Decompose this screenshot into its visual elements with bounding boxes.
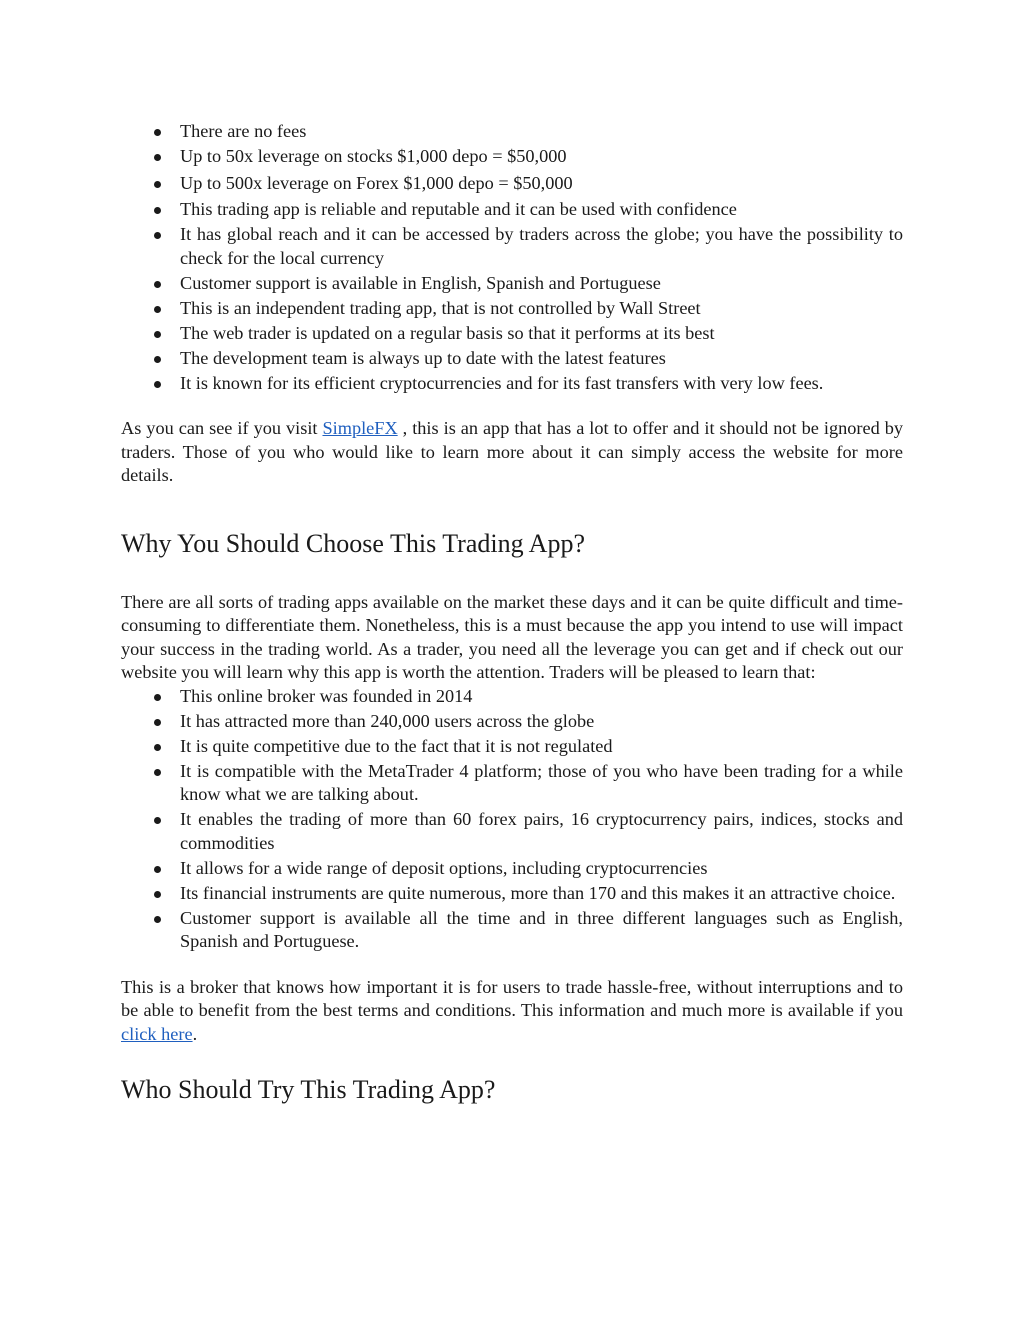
bullet-icon [154, 694, 161, 701]
bullet-icon [154, 154, 161, 161]
list-item [121, 710, 903, 734]
list-item-text: This online broker was founded in 2014 [180, 685, 473, 706]
list-item [121, 735, 903, 759]
list-item [121, 808, 903, 855]
paragraph-text: As you can see if you visit [121, 418, 323, 438]
why-paragraph: There are all sorts of trading apps available on the market these days and it can be quite difficult and time-consuming to differentiate them. Nonetheless, this is a must because the app you intend to use will impact your success in the trading world. As a trader, you need all the leverage you can get and if check out our website you will learn why this app is worth the attention. Traders will be pleased to learn that: [121, 591, 903, 682]
list-item-text: The development team is always up to date with the latest features [180, 347, 666, 368]
click-here-link[interactable]: click here [121, 1023, 193, 1044]
bullet-icon [154, 866, 161, 873]
list-item-text: Customer support is available all the time and in three different languages such as English, Spanish and Portuguese. [180, 907, 903, 951]
list-item [121, 372, 903, 396]
bullet-icon [154, 916, 161, 923]
bullet-icon [154, 232, 161, 239]
list-item-text: It enables the trading of more than 60 forex pairs, 16 cryptocurrency pairs, indices, stocks and commodities [180, 809, 903, 853]
list-item [121, 198, 903, 222]
bullet-icon [154, 381, 161, 388]
bullet-icon [154, 891, 161, 898]
list-item [121, 297, 903, 321]
bullet-icon [154, 769, 161, 776]
list-item [121, 882, 903, 906]
bullet-icon [154, 181, 161, 188]
list-item [121, 322, 903, 346]
list-item-text: Up to 50x leverage on stocks $1,000 depo = $50,000 [180, 146, 567, 166]
simplefx-link[interactable]: SimpleFX [322, 418, 398, 438]
list-item [121, 685, 903, 709]
section-heading-who: Who Should Try This Trading App? [121, 1075, 496, 1104]
features-list [121, 120, 903, 395]
list-item-text: Customer support is available in English, Spanish and Portuguese [180, 272, 661, 293]
paragraph-text: , this is an app that has a lot to offer and it should not be ignored by traders. Those of you who would like to learn more about it can simply access the website for more details. [121, 418, 903, 485]
bullet-icon [154, 331, 161, 338]
paragraph-text: . [192, 1023, 198, 1044]
list-item [121, 272, 903, 296]
document-page [121, 120, 903, 1106]
list-item [121, 907, 903, 954]
list-item-text: It is quite competitive due to the fact that it is not regulated [180, 735, 613, 756]
broker-facts-list [121, 685, 903, 954]
bullet-icon [154, 207, 161, 214]
list-item [121, 120, 903, 144]
bullet-icon [154, 356, 161, 363]
list-item-text: It is known for its efficient cryptocurrencies and for its fast transfers with very low fees. [180, 372, 824, 393]
list-item [121, 223, 903, 270]
bullet-icon [154, 129, 161, 136]
list-item-text: This is an independent trading app, that is not controlled by Wall Street [180, 297, 701, 318]
list-item-text: It is compatible with the MetaTrader 4 platform; those of you who have been trading for a while know what we are talking about. [180, 760, 903, 804]
list-item [121, 347, 903, 371]
bullet-icon [154, 281, 161, 288]
list-item [121, 857, 903, 881]
section-heading-why: Why You Should Choose This Trading App? [121, 528, 585, 558]
bullet-icon [154, 306, 161, 313]
bullet-icon [154, 719, 161, 726]
list-item-text: It allows for a wide range of deposit options, including cryptocurrencies [180, 857, 708, 878]
list-item-text: Its financial instruments are quite numerous, more than 170 and this makes it an attractive choice. [180, 882, 896, 903]
list-item [121, 145, 903, 169]
list-item [121, 172, 903, 196]
bullet-icon [154, 817, 161, 824]
paragraph-text: This is a broker that knows how important it is for users to trade hassle-free, without interruptions and to be able to benefit from the best terms and conditions. This information and much more is available if you [121, 976, 903, 1020]
list-item-text: It has global reach and it can be accessed by traders across the globe; you have the possibility to check for the local currency [180, 224, 903, 268]
bullet-icon [154, 744, 161, 751]
list-item-text: It has attracted more than 240,000 users across the globe [180, 710, 595, 731]
list-item-text: There are no fees [180, 121, 307, 141]
list-item [121, 760, 903, 807]
list-item-text: This trading app is reliable and reputable and it can be used with confidence [180, 199, 737, 219]
intro-paragraph [121, 417, 903, 488]
list-item-text: The web trader is updated on a regular basis so that it performs at its best [180, 322, 715, 343]
closing-paragraph [121, 976, 903, 1047]
list-item-text: Up to 500x leverage on Forex $1,000 depo = $50,000 [180, 172, 573, 193]
